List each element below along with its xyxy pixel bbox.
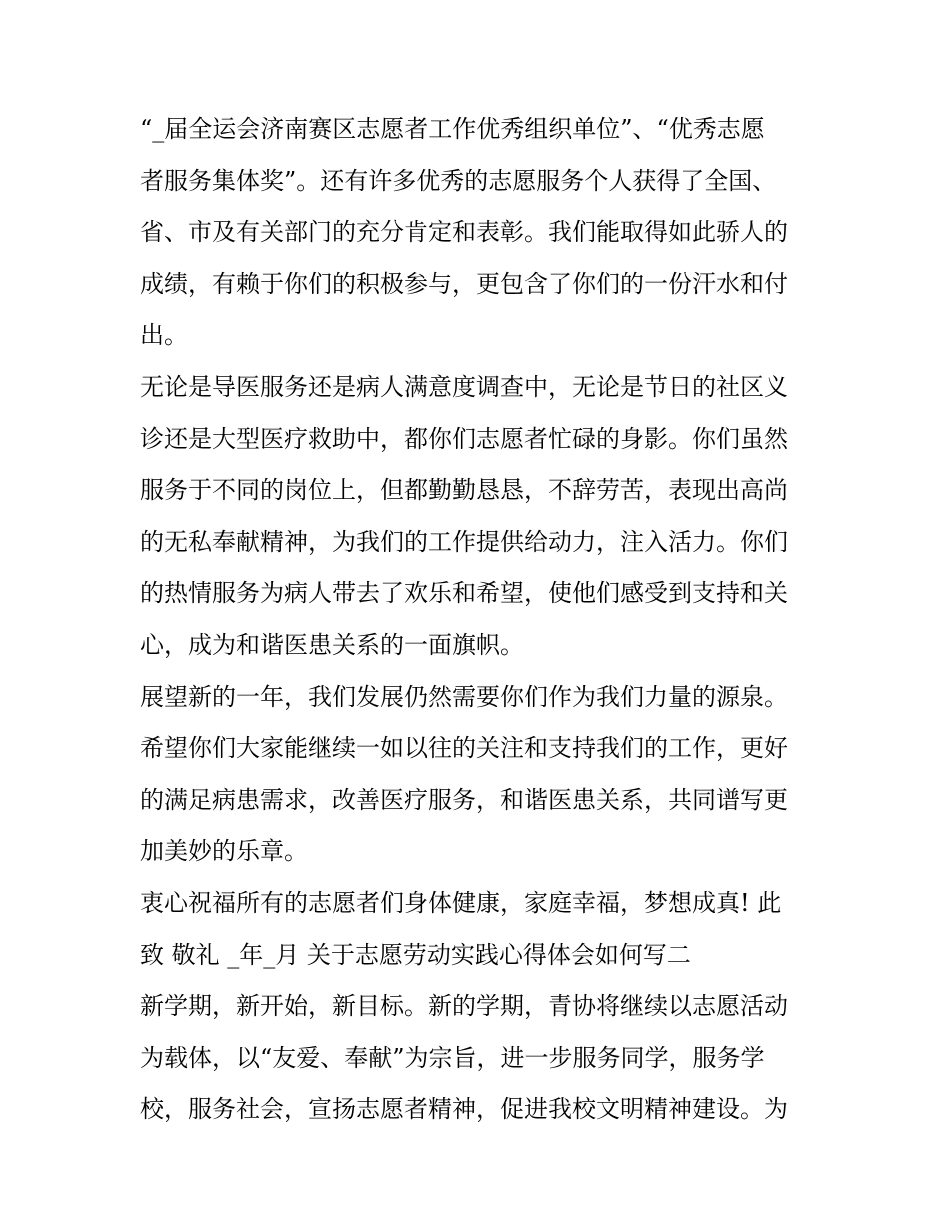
text-line: 新学期，新开始，新目标。新的学期，青协将继续以志愿活动 [140, 992, 788, 1021]
text-line: 的无私奉献精神，为我们的工作提供给动力，注入活力。你们 [140, 527, 788, 556]
text-line: 希望你们大家能继续一如以往的关注和支持我们的工作，更好 [140, 734, 788, 763]
text-line: 无论是导医服务还是病人满意度调查中，无论是节日的社区义 [140, 372, 788, 401]
text-line: 出。 [140, 321, 188, 350]
text-line: 的热情服务为病人带去了欢乐和希望，使他们感受到支持和关 [140, 579, 788, 608]
text-line: 成绩，有赖于你们的积极参与，更包含了你们的一份汗水和付 [140, 269, 788, 298]
text-line: 为载体，以“友爱、奉献”为宗旨，进一步服务同学，服务学 [140, 1043, 765, 1072]
text-line: 展望新的一年，我们发展仍然需要你们作为我们力量的源泉。 [140, 682, 788, 711]
text-line: “_届全运会济南赛区志愿者工作优秀组织单位”、“优秀志愿 [140, 115, 765, 143]
text-line: 诊还是大型医疗救助中，都你们志愿者忙碌的身影。你们虽然 [140, 424, 788, 453]
text-line: 服务于不同的岗位上，但都勤勤恳恳，不辞劳苦，表现出高尚 [140, 476, 788, 505]
text-line: 衷心祝福所有的志愿者们身体健康，家庭幸福，梦想成真! 此 [140, 888, 782, 917]
text-line: 省、市及有关部门的充分肯定和表彰。我们能取得如此骄人的 [140, 218, 788, 247]
text-line: 的满足病患需求，改善医疗服务，和谐医患关系，共同谱写更 [140, 785, 788, 814]
text-line: 致 敬礼 _年_月 关于志愿劳动实践心得体会如何写二 [140, 940, 691, 969]
document-body [140, 104, 820, 1136]
text-line: 校，服务社会，宣扬志愿者精神，促进我校文明精神建设。为 [140, 1095, 788, 1124]
text-line: 者服务集体奖”。还有许多优秀的志愿服务个人获得了全国、 [140, 166, 777, 195]
text-line: 心，成为和谐医患关系的一面旗帜。 [140, 630, 524, 659]
text-line: 加美妙的乐章。 [140, 837, 308, 866]
